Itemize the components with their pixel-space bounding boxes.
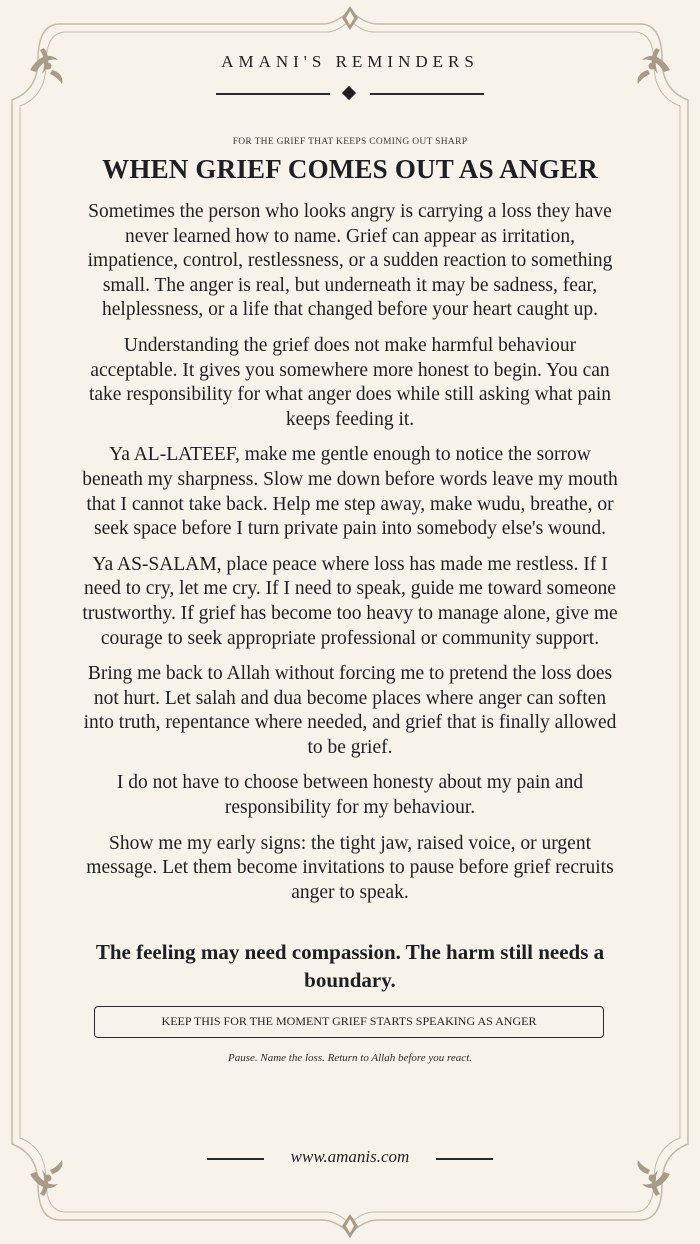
- paragraph: Bring me back to Allah without forcing me to pretend the loss does not hurt. Let salah and dua become places where anger can soften into truth, repentance where needed, and grief that is finally allowed to be grief.: [83, 663, 617, 758]
- footer-line-right: [436, 1158, 493, 1160]
- brand-title: AMANI'S REMINDERS: [221, 52, 479, 71]
- bottom-diamond-ornament: [342, 1214, 358, 1238]
- article-body: [82, 200, 618, 916]
- paragraph: Understanding the grief does not make harmful behaviour acceptable. It gives you somewhere more honest to begin. You can take responsibility for what anger does while still asking what pain keeps feeding it.: [88, 334, 612, 430]
- divider-line-left: [216, 93, 330, 95]
- paragraph: Show me my early signs: the tight jaw, raised voice, or urgent message. Let them become invitations to pause before grief recruits anger to speak.: [86, 832, 614, 903]
- top-diamond-ornament: [342, 6, 358, 30]
- paragraph: Sometimes the person who looks angry is carrying a loss they have never learned how to name. Grief can appear as irritation, impatience, control, restlessness, or a sudden reaction to something small. The anger is real, but underneath it may be sadness, fear, helplessness, or a life that changed before your heart caught up.: [87, 201, 613, 321]
- closing-note: Pause. Name the loss. Return to Allah before you react.: [228, 1052, 472, 1064]
- brand-divider: [216, 88, 484, 100]
- article-kicker: FOR THE GRIEF THAT KEEPS COMING OUT SHARP: [232, 137, 468, 147]
- article-title: WHEN GRIEF COMES OUT AS ANGER: [102, 154, 598, 184]
- diamond-icon: [342, 86, 356, 100]
- emphasis-quote: The feeling may need compassion. The harm still needs a boundary.: [95, 940, 605, 992]
- footer-website: www.amanis.com: [290, 1147, 410, 1166]
- divider-line-right: [370, 93, 484, 95]
- paragraph: Ya AL-LATEEF, make me gentle enough to notice the sorrow beneath my sharpness. Slow me down before words leave my mouth that I cannot take back. Help me step away, make wudu, breathe, or seek space before I turn private pain into somebody else's wound.: [82, 444, 618, 540]
- paragraph: Ya AS-SALAM, place peace where loss has made me restless. If I need to cry, let me cry. If I need to speak, guide me toward someone trustworthy. If grief has become too heavy to manage alone, give me courage to seek appropriate professional or community support.: [82, 553, 618, 649]
- paragraph: I do not have to choose between honesty about my pain and responsibility for my behaviour.: [116, 772, 584, 819]
- keep-banner: KEEP THIS FOR THE MOMENT GRIEF STARTS SPEAKING AS ANGER: [94, 1006, 604, 1038]
